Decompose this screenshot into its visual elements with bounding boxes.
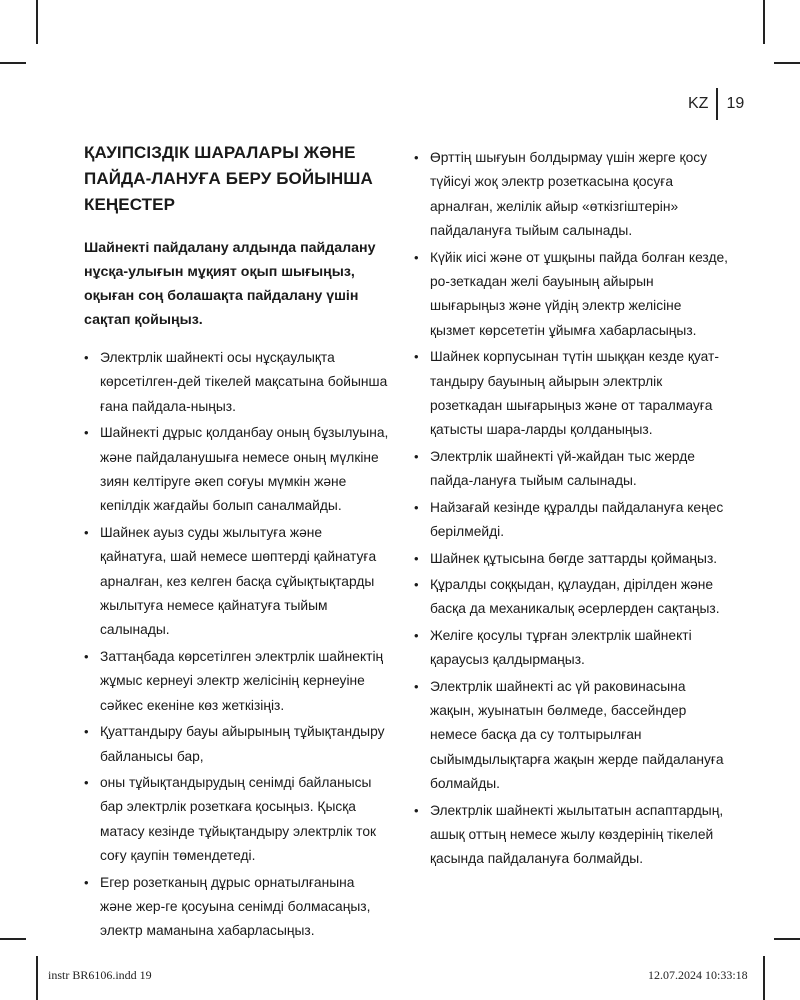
crop-mark-top-right [763,0,765,44]
list-item: • оны тұйықтандырудың сенімді байланысы бар электрлік розеткаға қосыңыз. Қысқа матасу кезінде тұйықтандыру электрлік ток соғу қаупін төмендетеді. [84,771,390,869]
list-item: • Электрлік шайнекті үй-жайдан тыс жерде пайда-лануға тыйым салынады. [414,445,730,494]
section-title: ҚАУІПСІЗДІК ШАРАЛАРЫ ЖӘНЕ ПАЙДА-ЛАНУҒА БЕРУ БОЙЫНША КЕҢЕСТЕР [84,143,373,214]
intro-paragraph: Шайнекті пайдалану алдында пайдалану нұсқа-улығын мұқият оқып шығыңыз, оқыған соң болашақта пайдалану үшін сақтап қойыңыз. [84,240,376,328]
list-item: • Құралды соққыдан, құлаудан, дірілден және басқа да механикалық әсерлерден сақтаңыз. [414,573,730,622]
list-item: • Найзағай кезінде құралды пайдалануға кеңес берілмейді. [414,496,730,545]
crop-mark-bottom-left-h [0,938,26,940]
list-item: • Шайнек ауыз суды жылытуға және қайнатуға, шай немесе шөптерді қайнатуға арналған, кез келген басқа сұйықтықтарды жылытуға немесе қайнатуға тыйым салынады. [84,521,390,643]
list-item: • Қуаттандыру бауы айырының тұйықтандыру байланысы бар, [84,720,390,769]
left-column [84,140,390,946]
list-item: • Егер розетканың дұрыс орнатылғанына және жер-ге қосуына сенімді болмасаңыз, электр маманына хабарласыңыз. [84,871,390,944]
crop-mark-top-right-h [774,62,800,64]
list-item: • Шайнек құтысына бөгде заттарды қоймаңыз. [414,547,730,571]
list-item: • Өрттің шығуын болдырмау үшін жерге қосу түйісуі жоқ электр розеткасына қосуға арналған, желілік айыр «өткізгіштерін» пайдалануға тыйым салынады. [414,146,730,244]
list-item: • Күйік иісі және от ұшқыны пайда болған кезде, ро-зеткадан желі бауының айырын шығарыңыз және үйдің электр желісіне қызмет көрсететін ұйымға хабарласыңыз. [414,246,730,344]
crop-mark-bottom-right-h [774,938,800,940]
list-item: • Электрлік шайнекті жылытатын аспаптардың, ашық оттың немесе жылу көздерінің тікелей қасында пайдалануға болмайды. [414,799,730,872]
list-item: • Желіге қосулы тұрған электрлік шайнекті қараусыз қалдырмаңыз. [414,624,730,673]
list-item: • Шайнекті дұрыс қолданбау оның бұзылуына, және пайдаланушыға немесе оның мүлкіне зиян келтіруге әкеп соғуы мүмкін және кепілдік жағдайы болып саналмайды. [84,421,390,519]
crop-mark-bottom-right [763,956,765,1000]
left-bullet-list [84,346,390,944]
crop-mark-top-left-h [0,62,26,64]
language-code: KZ [688,95,709,112]
list-item: • Заттаңбада көрсетілген электрлік шайнектің жұмыс кернеуі электр желісінің кернеуіне сәйкес екеніне көз жеткізіңіз. [84,645,390,718]
list-item: • Электрлік шайнекті осы нұсқаулықта көрсетілген-дей тікелей мақсатына бойынша ғана пайдала-ныңыз. [84,346,390,419]
right-bullet-list [414,146,730,872]
footer-datetime: 12.07.2024 10:33:18 [648,968,748,982]
footer-filename: instr BR6106.indd 19 [48,968,152,982]
list-item: • Электрлік шайнекті ас үй раковинасына жақын, жуынатын бөлмеде, бассейндер немесе басқа да су толтырылған сыйымдылықтарға жақын жерде пайдалануға болмайды. [414,675,730,797]
page-number: 19 [726,95,745,112]
right-column [414,146,730,874]
page-header [688,88,744,120]
header-divider [716,88,718,120]
crop-mark-top-left [36,0,38,44]
crop-mark-bottom-left [36,956,38,1000]
list-item: • Шайнек корпусынан түтін шыққан кезде қуат-тандыру бауының айырын электрлік розеткадан шығарыңыз және от таралмауға қатысты шара-ларды қолданыңыз. [414,345,730,443]
